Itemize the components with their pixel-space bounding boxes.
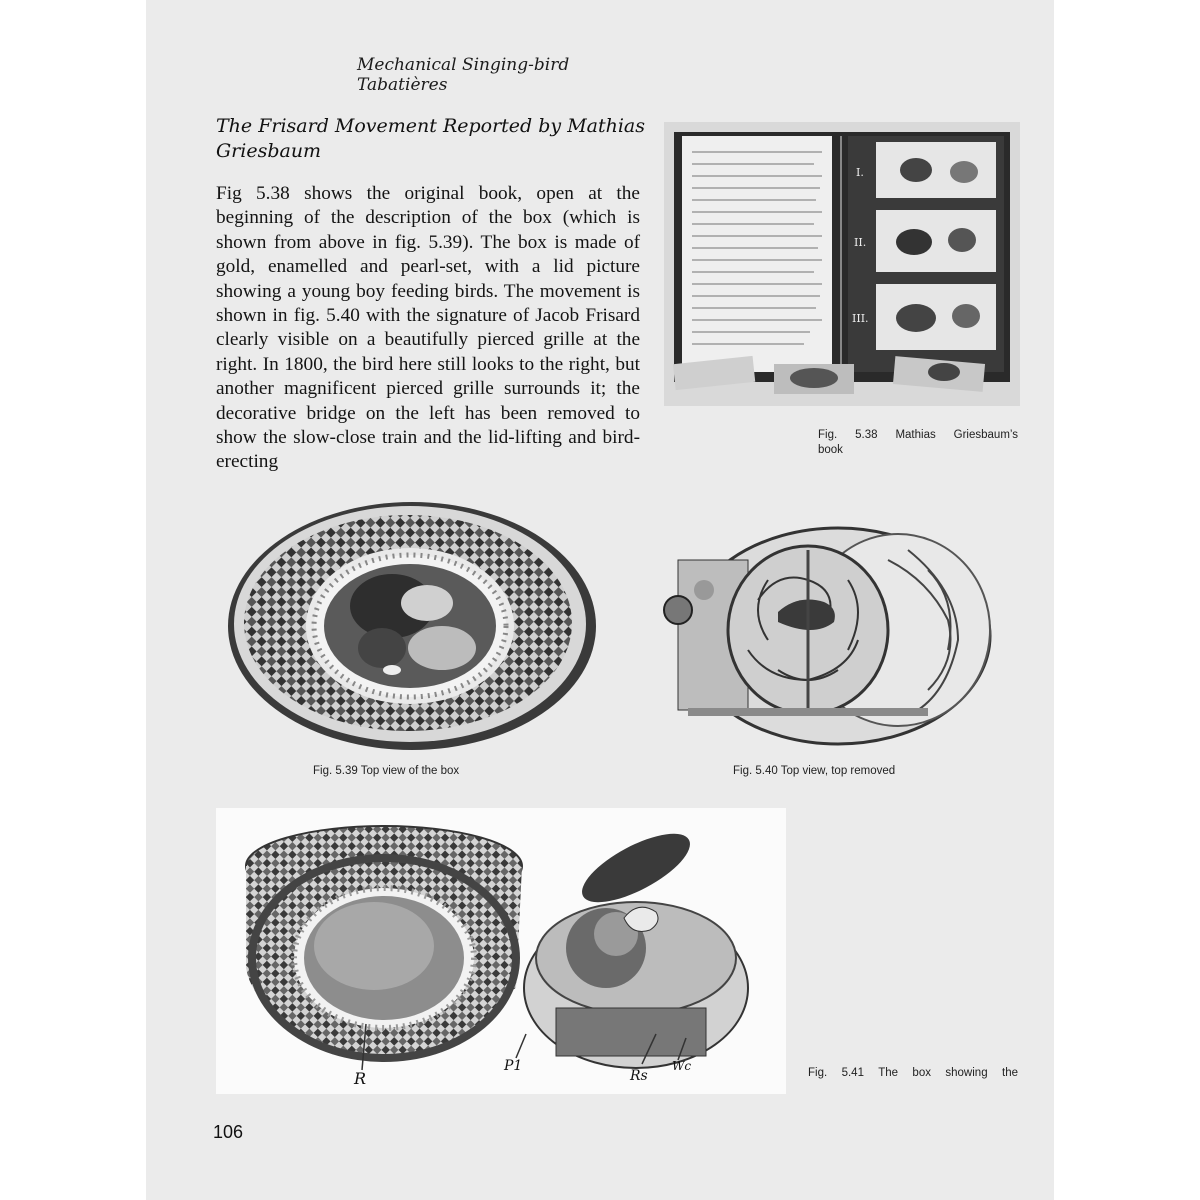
figure-5-40-caption: Fig. 5.40 Top view, top removed [733, 765, 896, 777]
figure-5-38-caption [818, 428, 1018, 458]
figure-5-39-caption: Fig. 5.39 Top view of the box [313, 765, 460, 777]
section-title: The Frisard Movement Reported by Mathias Griesbaum [216, 115, 646, 162]
figure-5-41-label-p1: P1 [504, 1058, 523, 1074]
running-header: Mechanical Singing-bird Tabatières [357, 55, 570, 95]
body-paragraph: Fig 5.38 shows the original book, open at the beginning of the description of the box (which is shown from above in fig. 5.39). The box is made of gold, enamelled and pearl-set, with a lid picture showing a young boy feeding birds. The movement is shown in fig. 5.40 with the signature of Jacob Frisard clearly visible on a beautifully pierced grille at the right. In 1800, the bird here still looks to the right, but another magnificent pierced grille surrounds it; the decorative bridge on the left has been removed to show the slow-close train and the lid-lifting and bird-erecting [216, 183, 640, 473]
page-number: 106 [213, 1122, 244, 1142]
figure-5-41-photo [216, 808, 786, 1094]
figure-5-38-caption-line2: book [818, 444, 843, 456]
figure-5-41-caption: Fig. 5.41 The box showing the [808, 1067, 1018, 1079]
figure-5-41-label-rs: Rs [630, 1068, 648, 1084]
figure-5-40-movement-photo [648, 520, 1000, 764]
figure-5-38-caption-line1: Fig. 5.38 Mathias Griesbaum’s [818, 429, 1018, 441]
plate-numeral-2: II. [854, 236, 867, 249]
plate-numeral-1: I. [856, 166, 864, 179]
figure-5-39-box-photo [222, 498, 602, 760]
figure-5-41-label-r: R [354, 1069, 367, 1088]
figure-5-38-book-photo [664, 122, 1020, 406]
figure-5-41-label-wc: Wc [672, 1059, 692, 1073]
plate-numeral-3: III. [852, 312, 869, 325]
